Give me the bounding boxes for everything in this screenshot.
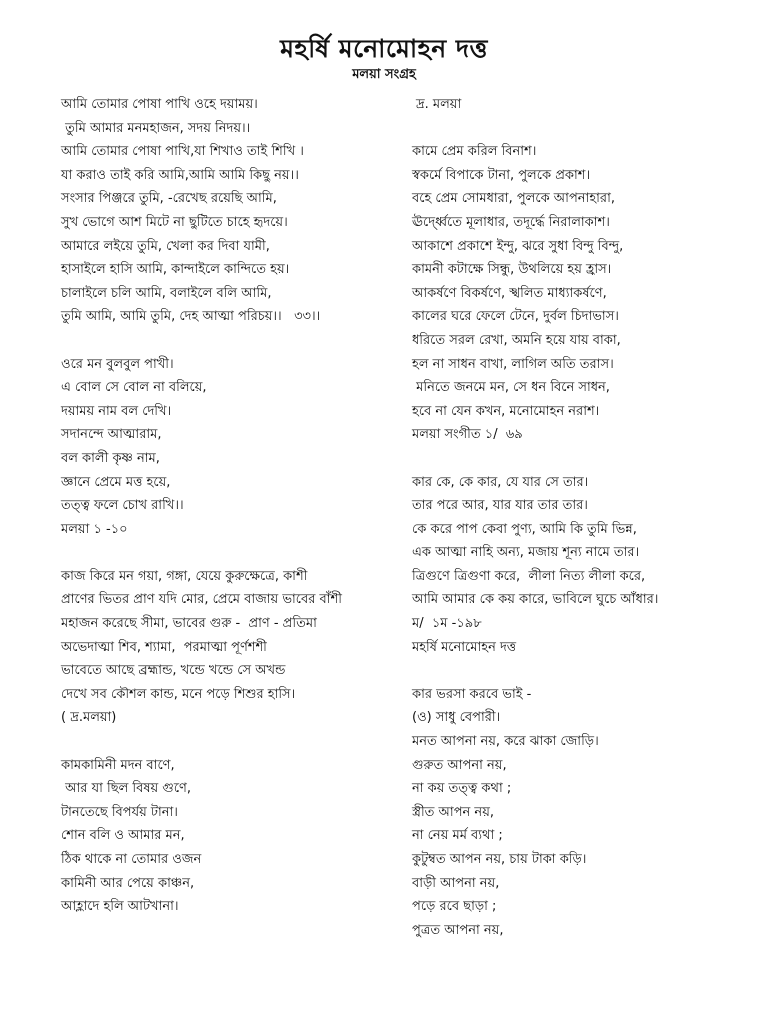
left-column-line: আহ্লাদে হলি আটখানা। (61, 899, 179, 915)
right-column-line: পড়ে রবে ছাড়া ; (412, 899, 497, 915)
left-column-line: জ্ঞানে প্রেমে মত্ত হয়ে, (61, 474, 171, 490)
right-column-header: দ্র. মলয়া (416, 97, 462, 112)
page-title: মহর্ষি মনোমোহন দত্ত (280, 34, 488, 63)
left-column-line: ঠিক থাকে না তোমার ওজন (61, 852, 202, 867)
left-column-line: যা করাও তাই করি আমি,আমি আমি কিছু নয়।। (61, 167, 299, 183)
right-column-line: কে করে পাপ কেবা পুণ্য, আমি কি তুমি ভিন্ন, (412, 521, 637, 537)
left-column-line (61, 329, 391, 353)
left-column-line: বল কালী কৃষ্ণ নাম, (61, 450, 160, 466)
left-column-line (61, 730, 391, 754)
right-column-line: এক আত্মা নাহি অন্য, মজায় শূন্য নামে তার। (412, 545, 640, 561)
right-column-line: না কয় তত্ত্ব কথা ; (412, 781, 512, 797)
left-column-line: আমি তোমার পোষা পাখি ওহে দয়াময়। (61, 97, 258, 112)
left-column-line: তুমি আমি, আমি তুমি, দেহ আত্মা পরিচয়।। ৩৩।। (61, 309, 321, 325)
right-column-line: কালের ঘরে ফেলে টেনে, দুর্বল চিদাভাস। (412, 309, 619, 325)
right-column-line: তার পরে আর, যার যার তার তার। (412, 498, 588, 514)
right-column-line: বাড়ী আপনা নয়, (412, 875, 500, 891)
right-column-line (412, 117, 732, 141)
left-column-line: ওরে মন বুলবুল পাখী। (61, 356, 174, 372)
left-column-line: মলয়া ১ -১০ (61, 521, 128, 537)
right-column-line: ঊর্দ্ধ্বেতে মূলাধার, তদূর্দ্ধে নিরালাকাশ। (412, 214, 610, 230)
left-column-line: প্রাণের ভিতর প্রাণ যদি মোর, প্রেমে বাজায় ভাবের বাঁশী (61, 592, 342, 608)
right-column (412, 93, 732, 942)
right-column-line: স্ত্রীত আপন নয়, (412, 804, 494, 820)
right-column-line: মনত আপনা নয়, করে ঝাকা জোড়ি। (412, 734, 599, 750)
right-column-line: হল না সাধন বাখা, লাগিল অতি তরাস। (412, 356, 614, 372)
left-column-line: হাসাইলে হাসি আমি, কান্দাইলে কান্দিতে হয়। (61, 262, 290, 278)
right-column-line (412, 447, 732, 471)
right-column-line: কামে প্রেম করিল বিনাশ। (412, 144, 537, 160)
left-column-line: তুমি আমার মনমহাজন, সদয় নিদয়।। (61, 120, 251, 136)
left-column-line: চালাইলে চলি আমি, বলাইলে বলি আমি, (61, 285, 272, 301)
right-column-line: ম/ ১ম -১৯৮ (412, 616, 482, 632)
right-column-line: ধরিতে সরল রেখা, অমনি হয়ে যায় বাকা, (412, 332, 621, 348)
right-column-line: মলয়া সংগীত ১/ ৬৯ (412, 427, 523, 443)
left-column-line: ভাবেতে আছে ব্রহ্মান্ড, খন্ডে খন্ডে সে অখন্ড (61, 663, 286, 679)
right-column-line: মনিতে জনমে মন, সে ধন বিনে সাধন, (412, 380, 610, 396)
right-column-line: (ও) সাধু বেপারী। (412, 710, 501, 726)
left-column-line: আর যা ছিল বিষয় গুণে, (61, 781, 192, 797)
right-column-line: কুটুম্বত আপন নয়, চায় টাকা কড়ি। (412, 852, 587, 867)
page-subtitle: মলয়া সংগ্রহ (352, 67, 416, 82)
right-column-line: আমি আমার কে কয় কারে, ভাবিলে ঘুচে আঁধার। (412, 592, 659, 608)
left-column-line: তত্ত্ব ফলে চোখ রাখি।। (61, 498, 184, 514)
left-column-line: আমি তোমার পোষা পাখি,যা শিখাও তাই শিখি । (61, 144, 304, 160)
left-column-line: অভেদাত্মা শিব, শ্যামা, পরমাত্মা পূর্ণশশী (61, 639, 267, 655)
left-column-line: সুখ ভোগে আশ মিটে না ছুটিতে চাহে হৃদয়ে। (61, 214, 288, 230)
left-column-line: কাজ কিরে মন গয়া, গঙ্গা, যেয়ে কুরুক্ষেত্রে, কাশী (61, 568, 308, 584)
right-column-line: বহে প্রেম সোমধারা, পুলকে আপনাহারা, (412, 191, 615, 207)
left-column-line: টানতেছে বিপর্যয় টানা। (61, 804, 178, 820)
left-column-line: শোন বলি ও আমার মন, (61, 828, 185, 844)
left-column-line: এ বোল সে বোল না বলিয়ে, (61, 380, 207, 396)
left-column-line: ( দ্র.মলয়া) (61, 710, 117, 726)
left-column-line: কামিনী আর পেয়ে কাঞ্চন, (61, 875, 195, 891)
right-column-line: আকর্ষণে বিকর্ষণে, স্খলিত মাধ্যাকর্ষণে, (412, 285, 607, 301)
left-column-line: কামকামিনী মদন বাণে, (61, 757, 175, 773)
right-column-line: কার ভরসা করবে ভাই - (412, 686, 532, 702)
left-column-line: আমারে লইয়ে তুমি, খেলা কর দিবা যামী, (61, 238, 270, 254)
right-column-line: ত্রিগুণে ত্রিগুণা করে, লীলা নিত্য লীলা করে, (412, 568, 646, 584)
left-column-line: সংসার পিঞ্জরে তুমি, -রেখেছ রয়েছি আমি, (61, 191, 277, 207)
right-column-line: স্বকর্মে বিপাকে টানা, পুলকে প্রকাশ। (412, 167, 591, 183)
left-column-line: সদানন্দে আত্মারাম, (61, 427, 162, 443)
right-column-line (412, 659, 732, 683)
right-column-line: না নেয় মর্ম ব্যথা ; (412, 828, 503, 844)
right-column-line: কার কে, কে কার, যে যার সে তার। (412, 474, 589, 490)
left-column-line (61, 541, 391, 565)
right-column-line: কামনী কটাক্ষে সিন্ধু, উথলিয়ে হয় হ্রাস। (412, 262, 612, 278)
right-column-line: হবে না যেন কখন, মনোমোহন নরাশ। (412, 403, 600, 419)
left-column (61, 93, 391, 919)
right-column-line: গুরুত আপনা নয়, (412, 757, 507, 773)
right-column-line: আকাশে প্রকাশে ইন্দু, ঝরে সুধা বিন্দু বিন্দু, (412, 238, 624, 254)
left-column-line: দয়াময় নাম বল দেখি। (61, 403, 172, 419)
left-column-line: মহাজন করেছে সীমা, ভাবের গুরু - প্রাণ - প্রতিমা (61, 616, 317, 632)
right-column-line: পুত্রত আপনা নয়, (412, 922, 504, 938)
left-column-line: দেখে সব কৌশল কান্ড, মনে পড়ে শিশুর হাসি। (61, 686, 296, 702)
right-column-line: মহর্ষি মনোমোহন দত্ত (412, 639, 517, 655)
